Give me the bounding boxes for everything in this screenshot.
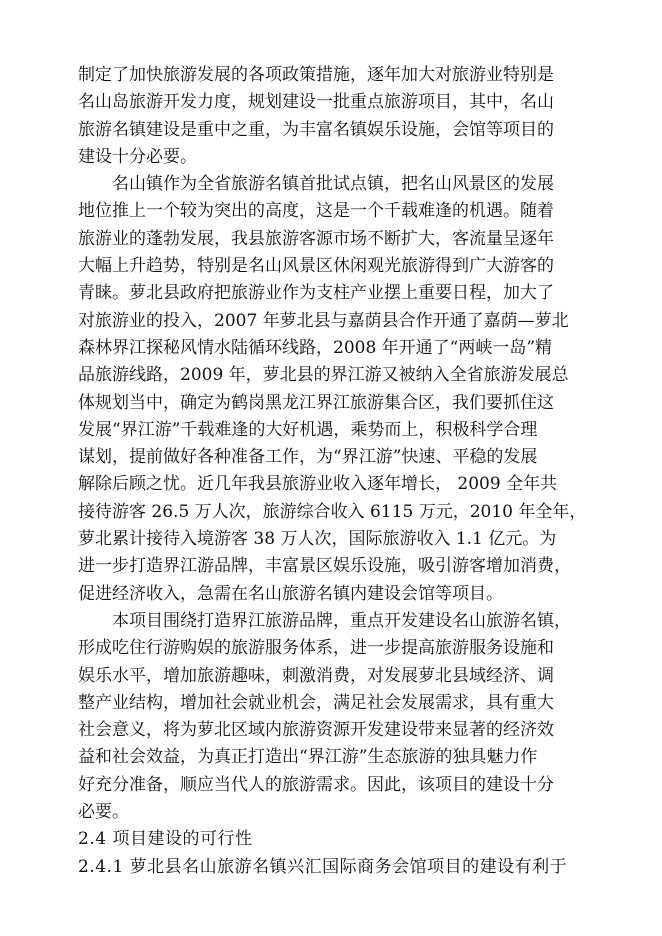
text-line: 形成吃住行游购娱的旅游服务体系，进一步提高旅游服务设施和 <box>78 638 554 659</box>
text-line: 建设十分必要。 <box>78 146 197 167</box>
text-line: 社会意义，将为萝北区域内旅游资源开发建设带来显著的经济效 <box>78 720 554 741</box>
text-line: 整产业结构，增加社会就业机会，满足社会发展需求，具有重大 <box>78 692 554 713</box>
text-line: 娱乐水平，增加旅游趣味，刺激消费，对发展萝北县域经济、调 <box>78 665 554 686</box>
text-line: 旅游名镇建设是重中之重，为丰富名镇娱乐设施，会馆等项目的 <box>78 119 554 140</box>
text-line: 益和社会效益，为真正打造出“界江游”生态旅游的独具魅力作 <box>78 747 538 768</box>
text-line: 萝北累计接待入境游客 38 万人次，国际旅游收入 1.1 亿元。为 <box>78 529 557 550</box>
section-heading-2-4: 2.4 项目建设的可行性 <box>78 829 253 850</box>
text-line: 必要。 <box>78 802 129 823</box>
text-line: 大幅上升趋势，特别是名山风景区休闲观光旅游得到广大游客的 <box>78 256 554 277</box>
text-line: 地位推上一个较为突出的高度，这是一个千载难逢的机遇。随着 <box>78 201 554 222</box>
text-line: 名山镇作为全省旅游名镇首批试点镇，把名山风景区的发展 <box>112 174 554 195</box>
text-line: 对旅游业的投入，2007 年萝北县与嘉荫县合作开通了嘉荫—萝北 <box>78 310 569 331</box>
paragraph-3 <box>78 608 588 826</box>
section-heading-2-4-1: 2.4.1 萝北县名山旅游名镇兴汇国际商务会馆项目的建设有利于 <box>78 856 568 877</box>
text-line: 名山岛旅游开发力度，规划建设一批重点旅游项目，其中，名山 <box>78 92 554 113</box>
text-line: 解除后顾之忧。近几年我县旅游业收入逐年增长， 2009 全年共 <box>78 474 558 495</box>
document-page <box>78 62 588 881</box>
text-line: 发展“界江游”千载难逢的大好机遇，乘势而上，积极科学合理 <box>78 419 538 440</box>
text-line: 接待游客 26.5 万人次，旅游综合收入 6115 万元，2010 年全年， <box>78 501 587 522</box>
paragraph-1 <box>78 62 588 171</box>
text-line: 品旅游线路，2009 年，萝北县的界江游又被纳入全省旅游发展总 <box>78 365 569 386</box>
text-line: 谋划，提前做好各种准备工作，为“界江游”快速、平稳的发展 <box>78 447 538 468</box>
text-line: 森林界江探秘风情水陆循环线路，2008 年开通了“两峡一岛”精 <box>78 337 553 358</box>
text-line: 制定了加快旅游发展的各项政策措施，逐年加大对旅游业特别是 <box>78 65 554 85</box>
text-line: 体规划当中，确定为鹤岗黑龙江界江旅游集合区，我们要抓住这 <box>78 392 554 413</box>
text-line: 青睐。萝北县政府把旅游业作为支柱产业摆上重要日程，加大了 <box>78 283 554 304</box>
text-line: 旅游业的蓬勃发展，我县旅游客源市场不断扩大，客流量呈逐年 <box>78 228 554 249</box>
text-line: 促进经济收入，急需在名山旅游名镇内建设会馆等项目。 <box>78 583 503 604</box>
text-line: 本项目围绕打造界江旅游品牌，重点开发建设名山旅游名镇， <box>112 610 571 631</box>
text-line: 好充分准备，顺应当代人的旅游需求。因此，该项目的建设十分 <box>78 774 554 795</box>
text-line: 进一步打造界江游品牌，丰富景区娱乐设施，吸引游客增加消费， <box>78 556 571 577</box>
paragraph-2 <box>78 171 588 608</box>
